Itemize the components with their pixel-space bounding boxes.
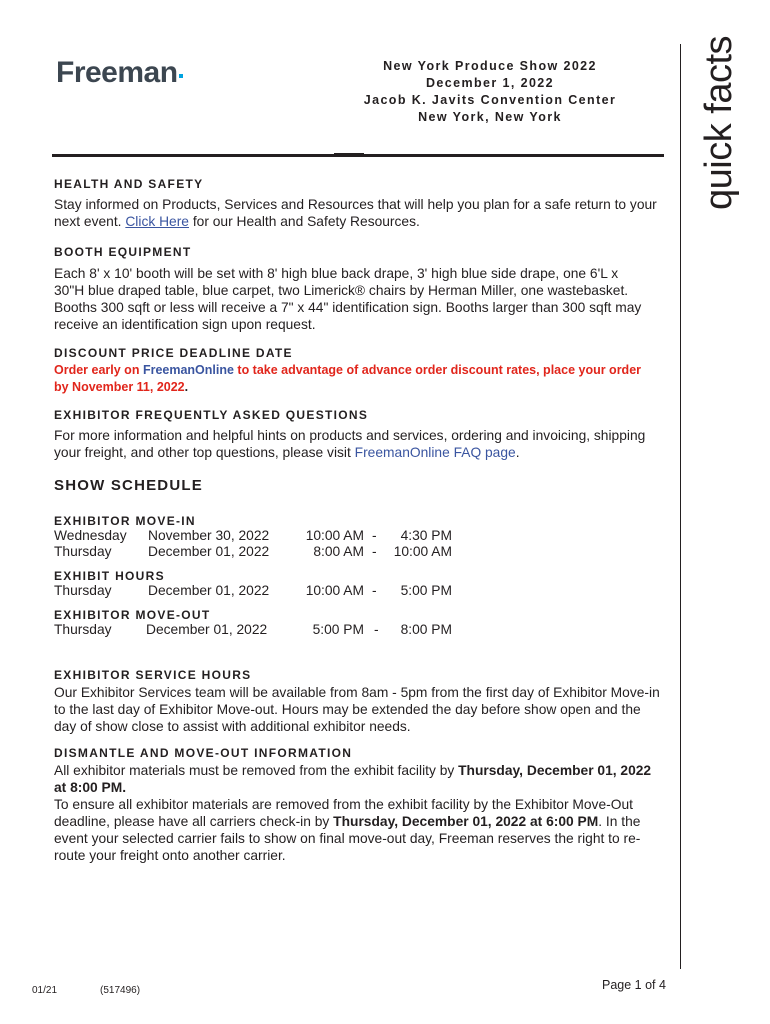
quick-facts-label: quick facts — [698, 35, 740, 210]
side-title — [660, 35, 740, 248]
health-line-2-text: next event. — [54, 214, 122, 229]
schedule-end: 8:00 PM — [400, 622, 452, 637]
discount-post: to take advantage of advance order discount rates, place your order — [233, 363, 642, 377]
dismantle-line-2 — [54, 779, 664, 796]
dismantle-heading: DISMANTLE AND MOVE-OUT INFORMATION — [54, 746, 353, 760]
dismantle-line-6: route your freight onto another carrier. — [54, 848, 286, 863]
faq-period: . — [515, 445, 520, 460]
schedule-end: 5:00 PM — [400, 583, 452, 598]
health-link[interactable]: Click Here — [125, 214, 189, 229]
booth-line-2: 30"H blue draped table, blue carpet, two Limerick® chairs by Herman Miller, one wastebasket. — [54, 283, 629, 298]
booth-text — [54, 265, 664, 333]
faq-text — [54, 427, 664, 461]
freeman-logo — [56, 56, 183, 90]
schedule-dash: - — [372, 544, 377, 559]
dismantle-deadline: Thursday, December 01, 2022 — [458, 763, 652, 778]
service-line-1: Our Exhibitor Services team will be available from 8am - 5pm from the first day of Exhibitor Move-in — [54, 685, 660, 700]
discount-pre: Order early on — [54, 363, 143, 377]
discount-period: . — [184, 380, 189, 394]
health-text — [54, 196, 664, 230]
event-header — [330, 58, 650, 126]
schedule-title: SHOW SCHEDULE — [54, 477, 203, 494]
dismantle-line-1-text: All exhibitor materials must be removed from the exhibit facility by — [54, 763, 459, 778]
footer-doc-id: (517496) — [100, 985, 141, 996]
health-line-2 — [54, 213, 664, 230]
schedule-date: December 01, 2022 — [148, 544, 270, 559]
event-name: New York Produce Show 2022 — [383, 59, 597, 73]
moveout-heading: EXHIBITOR MOVE-OUT — [54, 608, 211, 622]
booth-line-3: Booths 300 sqft or less will receive a 7" x 44" identification sign. Booths larger than 300 sqft may — [54, 300, 642, 315]
event-date: December 1, 2022 — [425, 76, 555, 90]
logo-dot-icon — [179, 74, 183, 78]
schedule-start: 10:00 AM — [305, 583, 364, 598]
dismantle-line-1 — [54, 762, 664, 779]
health-heading: HEALTH AND SAFETY — [54, 177, 204, 191]
vertical-divider — [680, 44, 681, 969]
event-venue: Jacob K. Javits Convention Center — [363, 93, 617, 107]
footer-date-code: 01/21 — [32, 985, 58, 996]
dismantle-deadline-time: at 8:00 PM. — [54, 780, 127, 795]
schedule-dash: - — [372, 528, 377, 543]
schedule-row — [54, 543, 474, 560]
service-line-3: day of show close to assist with additional exhibitor needs. — [54, 719, 411, 734]
dismantle-text — [54, 762, 664, 864]
booth-heading: BOOTH EQUIPMENT — [54, 245, 192, 259]
faq-line-2-text: your freight, and other top questions, please visit — [54, 445, 355, 460]
schedule-day: Thursday — [54, 583, 112, 598]
logo-text: Freeman — [56, 56, 178, 89]
schedule-start: 10:00 AM — [305, 528, 364, 543]
service-text — [54, 684, 664, 735]
movein-heading: EXHIBITOR MOVE-IN — [54, 514, 196, 528]
page-number: Page 1 of 4 — [602, 978, 666, 992]
discount-heading: DISCOUNT PRICE DEADLINE DATE — [54, 346, 293, 360]
dismantle-line-4-end: . In the — [598, 814, 641, 829]
schedule-dash: - — [372, 583, 377, 598]
schedule-end: 10:00 AM — [393, 544, 452, 559]
schedule-start: 5:00 PM — [312, 622, 364, 637]
discount-line-1 — [54, 362, 674, 379]
service-heading: EXHIBITOR SERVICE HOURS — [54, 668, 252, 682]
schedule-date: December 01, 2022 — [148, 583, 270, 598]
schedule-date: December 01, 2022 — [146, 622, 268, 637]
exhibit-hours-heading: EXHIBIT HOURS — [54, 569, 165, 583]
schedule-end: 4:30 PM — [400, 528, 452, 543]
booth-line-1: Each 8' x 10' booth will be set with 8' high blue back drape, 3' high blue side drape, one 6'L x — [54, 266, 619, 281]
health-line-2-end: for our Health and Safety Resources. — [192, 214, 420, 229]
schedule-day: Thursday — [54, 622, 112, 637]
dismantle-line-4-text: deadline, please have all carriers check-in by — [54, 814, 334, 829]
carrier-checkin-deadline: Thursday, December 01, 2022 at 6:00 PM — [333, 814, 599, 829]
schedule-day: Wednesday — [54, 528, 127, 543]
dismantle-line-4 — [54, 813, 664, 830]
schedule-dash: - — [374, 622, 379, 637]
service-line-2: to the last day of Exhibitor Move-out. Hours may be extended the day before show open and the — [54, 702, 641, 717]
event-city: New York, New York — [418, 110, 562, 124]
booth-line-4: receive an identification sign upon request. — [54, 317, 316, 332]
schedule-row — [54, 527, 474, 544]
discount-line-2 — [54, 379, 674, 396]
faq-line-1: For more information and helpful hints on products and services, ordering and invoicing, shipping — [54, 428, 646, 443]
schedule-day: Thursday — [54, 544, 112, 559]
dismantle-line-3: To ensure all exhibitor materials are removed from the exhibit facility by the Exhibitor Move-Out — [54, 797, 633, 812]
schedule-start: 8:00 AM — [313, 544, 364, 559]
freemanonline-link[interactable]: FreemanOnline — [142, 363, 234, 377]
schedule-date: November 30, 2022 — [148, 528, 270, 543]
health-line-1: Stay informed on Products, Services and Resources that will help you plan for a safe return to your — [54, 197, 657, 212]
faq-link[interactable]: FreemanOnline FAQ page — [354, 445, 516, 460]
discount-text — [54, 362, 674, 396]
header-rule-accent — [334, 153, 364, 157]
faq-line-2 — [54, 444, 664, 461]
dismantle-line-5: event your selected carrier fails to show on final move-out day, Freeman reserves the right to re- — [54, 831, 641, 846]
schedule-row — [54, 582, 474, 599]
schedule-row — [54, 621, 474, 638]
discount-deadline: by November 11, 2022 — [54, 380, 185, 394]
faq-heading: EXHIBITOR FREQUENTLY ASKED QUESTIONS — [54, 408, 369, 422]
